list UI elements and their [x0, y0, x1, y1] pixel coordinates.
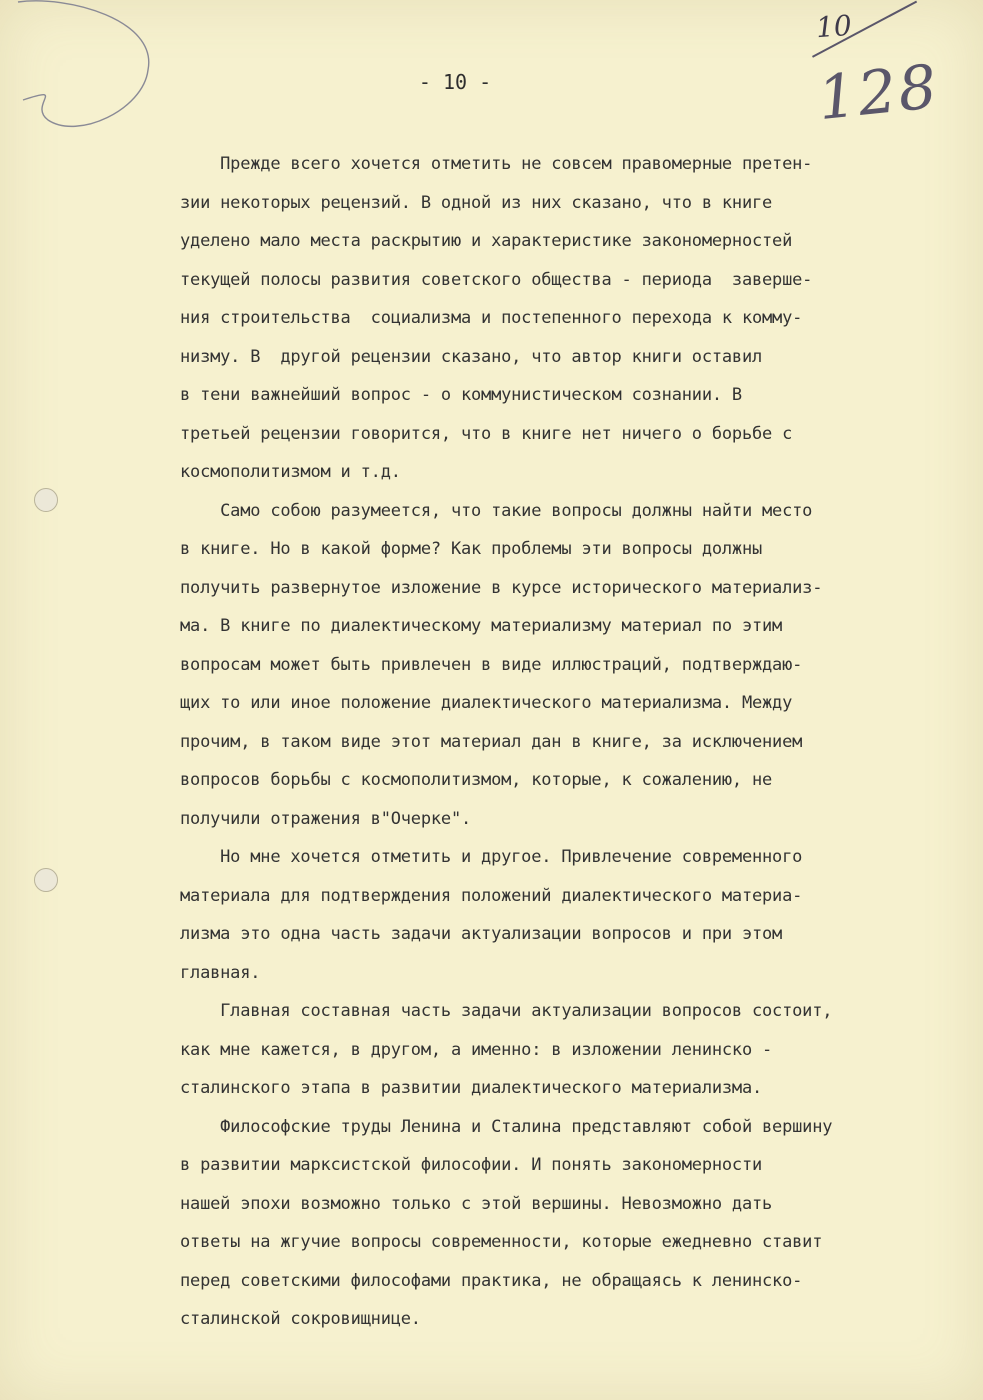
- archive-sheet-number: 128: [814, 51, 942, 135]
- text-line: вопросов борьбы с космополитизмом, которые, к сожалению, не: [180, 770, 773, 790]
- text-line: уделено мало места раскрытию и характеристике закономерностей: [180, 231, 793, 251]
- text-line: в книге. Но в какой форме? Как проблемы эти вопросы должны: [180, 539, 763, 559]
- text-line: космополитизмом и т.д.: [180, 462, 401, 482]
- text-line: Но мне хочется отметить и другое. Привлечение современного: [180, 847, 803, 867]
- text-line: как мне кажется, в другом, а именно: в изложении ленинско -: [180, 1039, 773, 1060]
- pencil-corner-mark: [8, 0, 158, 150]
- text-line: ма. В книге по диалектическому материализму материал по этим: [180, 616, 783, 636]
- text-line: щих то или иное положение диалектического материализма. Между: [180, 693, 793, 713]
- text-line: вопросам может быть привлечен в виде иллюстраций, подтверждаю-: [180, 654, 803, 675]
- page-number: - 10 -: [418, 70, 492, 94]
- archive-folio-number: 10: [814, 8, 853, 45]
- text-line: ответы на жгучие вопросы современности, которые ежедневно ставит: [180, 1232, 823, 1252]
- text-line: лизма это одна часть задачи актуализации вопросов и при этом: [180, 924, 783, 944]
- text-line: зии некоторых рецензий. В одной из них сказано, что в книге: [180, 192, 773, 213]
- text-line: нашей эпохи возможно только с этой вершины. Невозможно дать: [180, 1193, 773, 1214]
- text-line: сталинской сокровищнице.: [180, 1309, 421, 1329]
- text-line: получили отражения в"Очерке".: [180, 808, 472, 829]
- text-line: низму. В другой рецензии сказано, что автор книги оставил: [180, 346, 763, 367]
- text-line: главная.: [180, 962, 261, 983]
- text-line: текущей полосы развития советского общества - периода заверше-: [180, 269, 813, 290]
- text-line: третьей рецензии говорится, что в книге нет ничего о борьбе с: [180, 423, 793, 444]
- text-line: материала для подтверждения положений диалектического материа-: [180, 885, 803, 906]
- text-line: сталинского этапа в развитии диалектического материализма.: [180, 1078, 763, 1098]
- typewritten-body: [180, 145, 945, 1339]
- text-line: Философские труды Ленина и Сталина представляют собой вершину: [180, 1116, 833, 1137]
- text-line: в развитии марксистской философии. И понять закономерности: [180, 1155, 763, 1175]
- text-line: прочим, в таком виде этот материал дан в книге, за исключением: [180, 731, 803, 752]
- text-line: перед советскими философами практика, не обращаясь к ленинско-: [180, 1270, 803, 1291]
- text-line: Прежде всего хочется отметить не совсем правомерные претен-: [180, 154, 813, 174]
- text-line: получить развернутое изложение в курсе исторического материализ-: [180, 577, 823, 598]
- text-line: в тени важнейший вопрос - о коммунистическом сознании. В: [180, 385, 742, 405]
- punch-hole: [34, 868, 58, 892]
- text-line: ния строительства социализма и постепенного перехода к комму-: [180, 308, 803, 328]
- punch-hole: [34, 488, 58, 512]
- text-line: Главная составная часть задачи актуализации вопросов состоит,: [180, 1001, 833, 1021]
- text-line: Само собою разумеется, что такие вопросы должны найти место: [180, 500, 813, 521]
